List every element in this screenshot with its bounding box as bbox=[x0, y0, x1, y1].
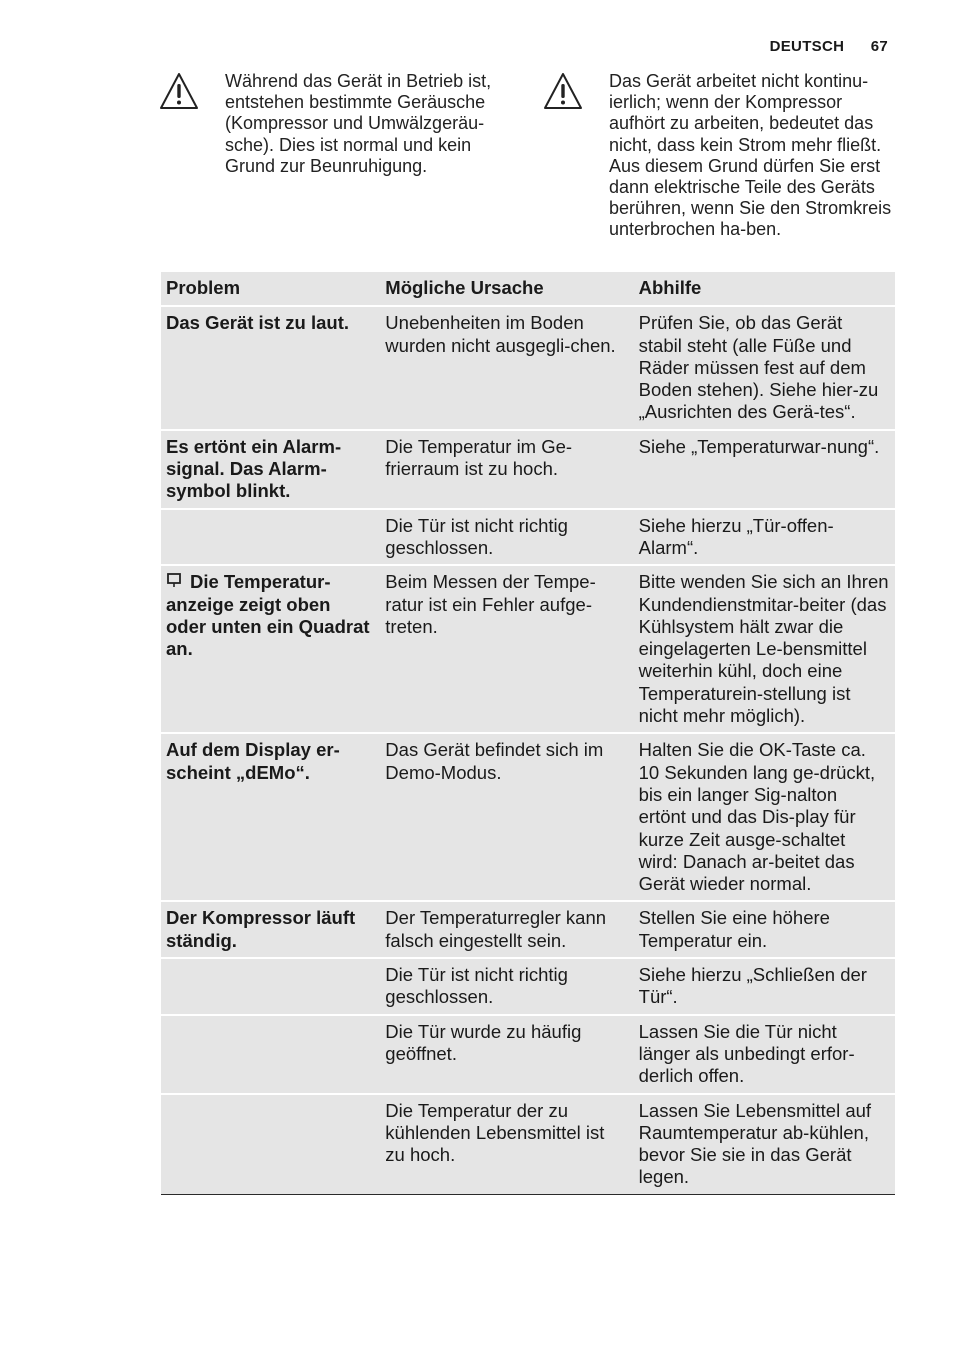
warning-triangle-icon bbox=[542, 71, 584, 111]
column-header-cause: Mögliche Ursache bbox=[380, 271, 633, 306]
warning-text: Das Gerät arbeitet nicht kontinu-ierlich; wenn der Kompressor aufhört zu arbeiten, bedeutet das nicht, dass kein Strom mehr fließt. Aus diesem Grund dürfen Sie erst dann elektrische Teile des Geräts berühren, wenn Sie den Stromkreis unterbrochen ha-ben. bbox=[609, 71, 892, 240]
remedy-cell: Lassen Sie Lebensmittel auf Raumtemperatur ab-kühlen, bevor Sie sie in das Gerät legen. bbox=[634, 1094, 895, 1195]
page-header bbox=[770, 38, 888, 55]
cause-cell: Die Temperatur im Ge-frierraum ist zu hoch. bbox=[380, 430, 633, 509]
problem-text: Die Temperatur-anzeige zeigt oben oder unten ein Quadrat an. bbox=[166, 571, 370, 660]
temperature-square-icon bbox=[166, 573, 182, 589]
cause-cell: Die Tür ist nicht richtig geschlossen. bbox=[380, 509, 633, 566]
remedy-cell: Stellen Sie eine höhere Temperatur ein. bbox=[634, 901, 895, 958]
table-row bbox=[161, 901, 895, 958]
remedy-cell: Siehe hierzu „Tür-offen-Alarm“. bbox=[634, 509, 895, 566]
remedy-cell: Siehe „Temperaturwar-nung“. bbox=[634, 430, 895, 509]
cause-cell: Unebenheiten im Boden wurden nicht ausgegli-chen. bbox=[380, 306, 633, 429]
page-number: 67 bbox=[870, 38, 888, 55]
cause-cell: Die Temperatur der zu kühlenden Lebensmittel ist zu hoch. bbox=[380, 1094, 633, 1195]
table-row bbox=[161, 1094, 895, 1195]
table-header-row bbox=[161, 271, 895, 306]
remedy-cell: Prüfen Sie, ob das Gerät stabil steht (alle Füße und Räder müssen fest auf dem Boden stehen). Siehe hier-zu „Ausrichten des Gerä-tes“. bbox=[634, 306, 895, 429]
remedy-cell: Lassen Sie die Tür nicht länger als unbedingt erfor-derlich offen. bbox=[634, 1015, 895, 1094]
troubleshooting-table bbox=[161, 270, 895, 1195]
column-header-problem: Problem bbox=[161, 271, 380, 306]
problem-cell bbox=[161, 1015, 380, 1094]
warning-triangle-icon bbox=[158, 71, 200, 111]
problem-cell: Das Gerät ist zu laut. bbox=[161, 306, 380, 429]
cause-cell: Die Tür ist nicht richtig geschlossen. bbox=[380, 958, 633, 1015]
problem-cell bbox=[161, 565, 380, 733]
cause-cell: Das Gerät befindet sich im Demo-Modus. bbox=[380, 733, 633, 901]
table-row bbox=[161, 958, 895, 1015]
problem-cell: Es ertönt ein Alarm-signal. Das Alarm-symbol blinkt. bbox=[161, 430, 380, 509]
warning-text: Während das Gerät in Betrieb ist, entstehen bestimmte Geräusche (Kompressor und Umwälzgeräu-sche). Dies ist normal und kein Grund zur Beunruhigung. bbox=[225, 71, 492, 176]
table-row bbox=[161, 306, 895, 429]
cause-cell: Beim Messen der Tempe-ratur ist ein Fehler aufge-treten. bbox=[380, 565, 633, 733]
table-row bbox=[161, 733, 895, 901]
remedy-cell: Siehe hierzu „Schließen der Tür“. bbox=[634, 958, 895, 1015]
problem-cell: Der Kompressor läuft ständig. bbox=[161, 901, 380, 958]
table-row bbox=[161, 1015, 895, 1094]
problem-cell bbox=[161, 1094, 380, 1195]
remedy-cell: Bitte wenden Sie sich an Ihren Kundendienstmitar-beiter (das Kühlsystem hält zwar die eingelagerten Le-bensmittel weiterhin kühl, doch eine Temperaturein-stellung ist nicht mehr möglich). bbox=[634, 565, 895, 733]
table-row bbox=[161, 430, 895, 509]
problem-cell: Auf dem Display er-scheint „dEMo“. bbox=[161, 733, 380, 901]
cause-cell: Die Tür wurde zu häufig geöffnet. bbox=[380, 1015, 633, 1094]
remedy-cell: Halten Sie die OK-Taste ca. 10 Sekunden lang ge-drückt, bis ein langer Sig-nalton ertönt und das Dis-play für kurze Zeit ausge-schaltet wird: Danach ar-beitet das Gerät wieder normal. bbox=[634, 733, 895, 901]
table-row bbox=[161, 565, 895, 733]
problem-cell bbox=[161, 509, 380, 566]
table-row bbox=[161, 509, 895, 566]
cause-cell: Der Temperaturregler kann falsch eingestellt sein. bbox=[380, 901, 633, 958]
language-label: DEUTSCH bbox=[769, 38, 845, 55]
problem-cell bbox=[161, 958, 380, 1015]
column-header-remedy: Abhilfe bbox=[634, 271, 895, 306]
